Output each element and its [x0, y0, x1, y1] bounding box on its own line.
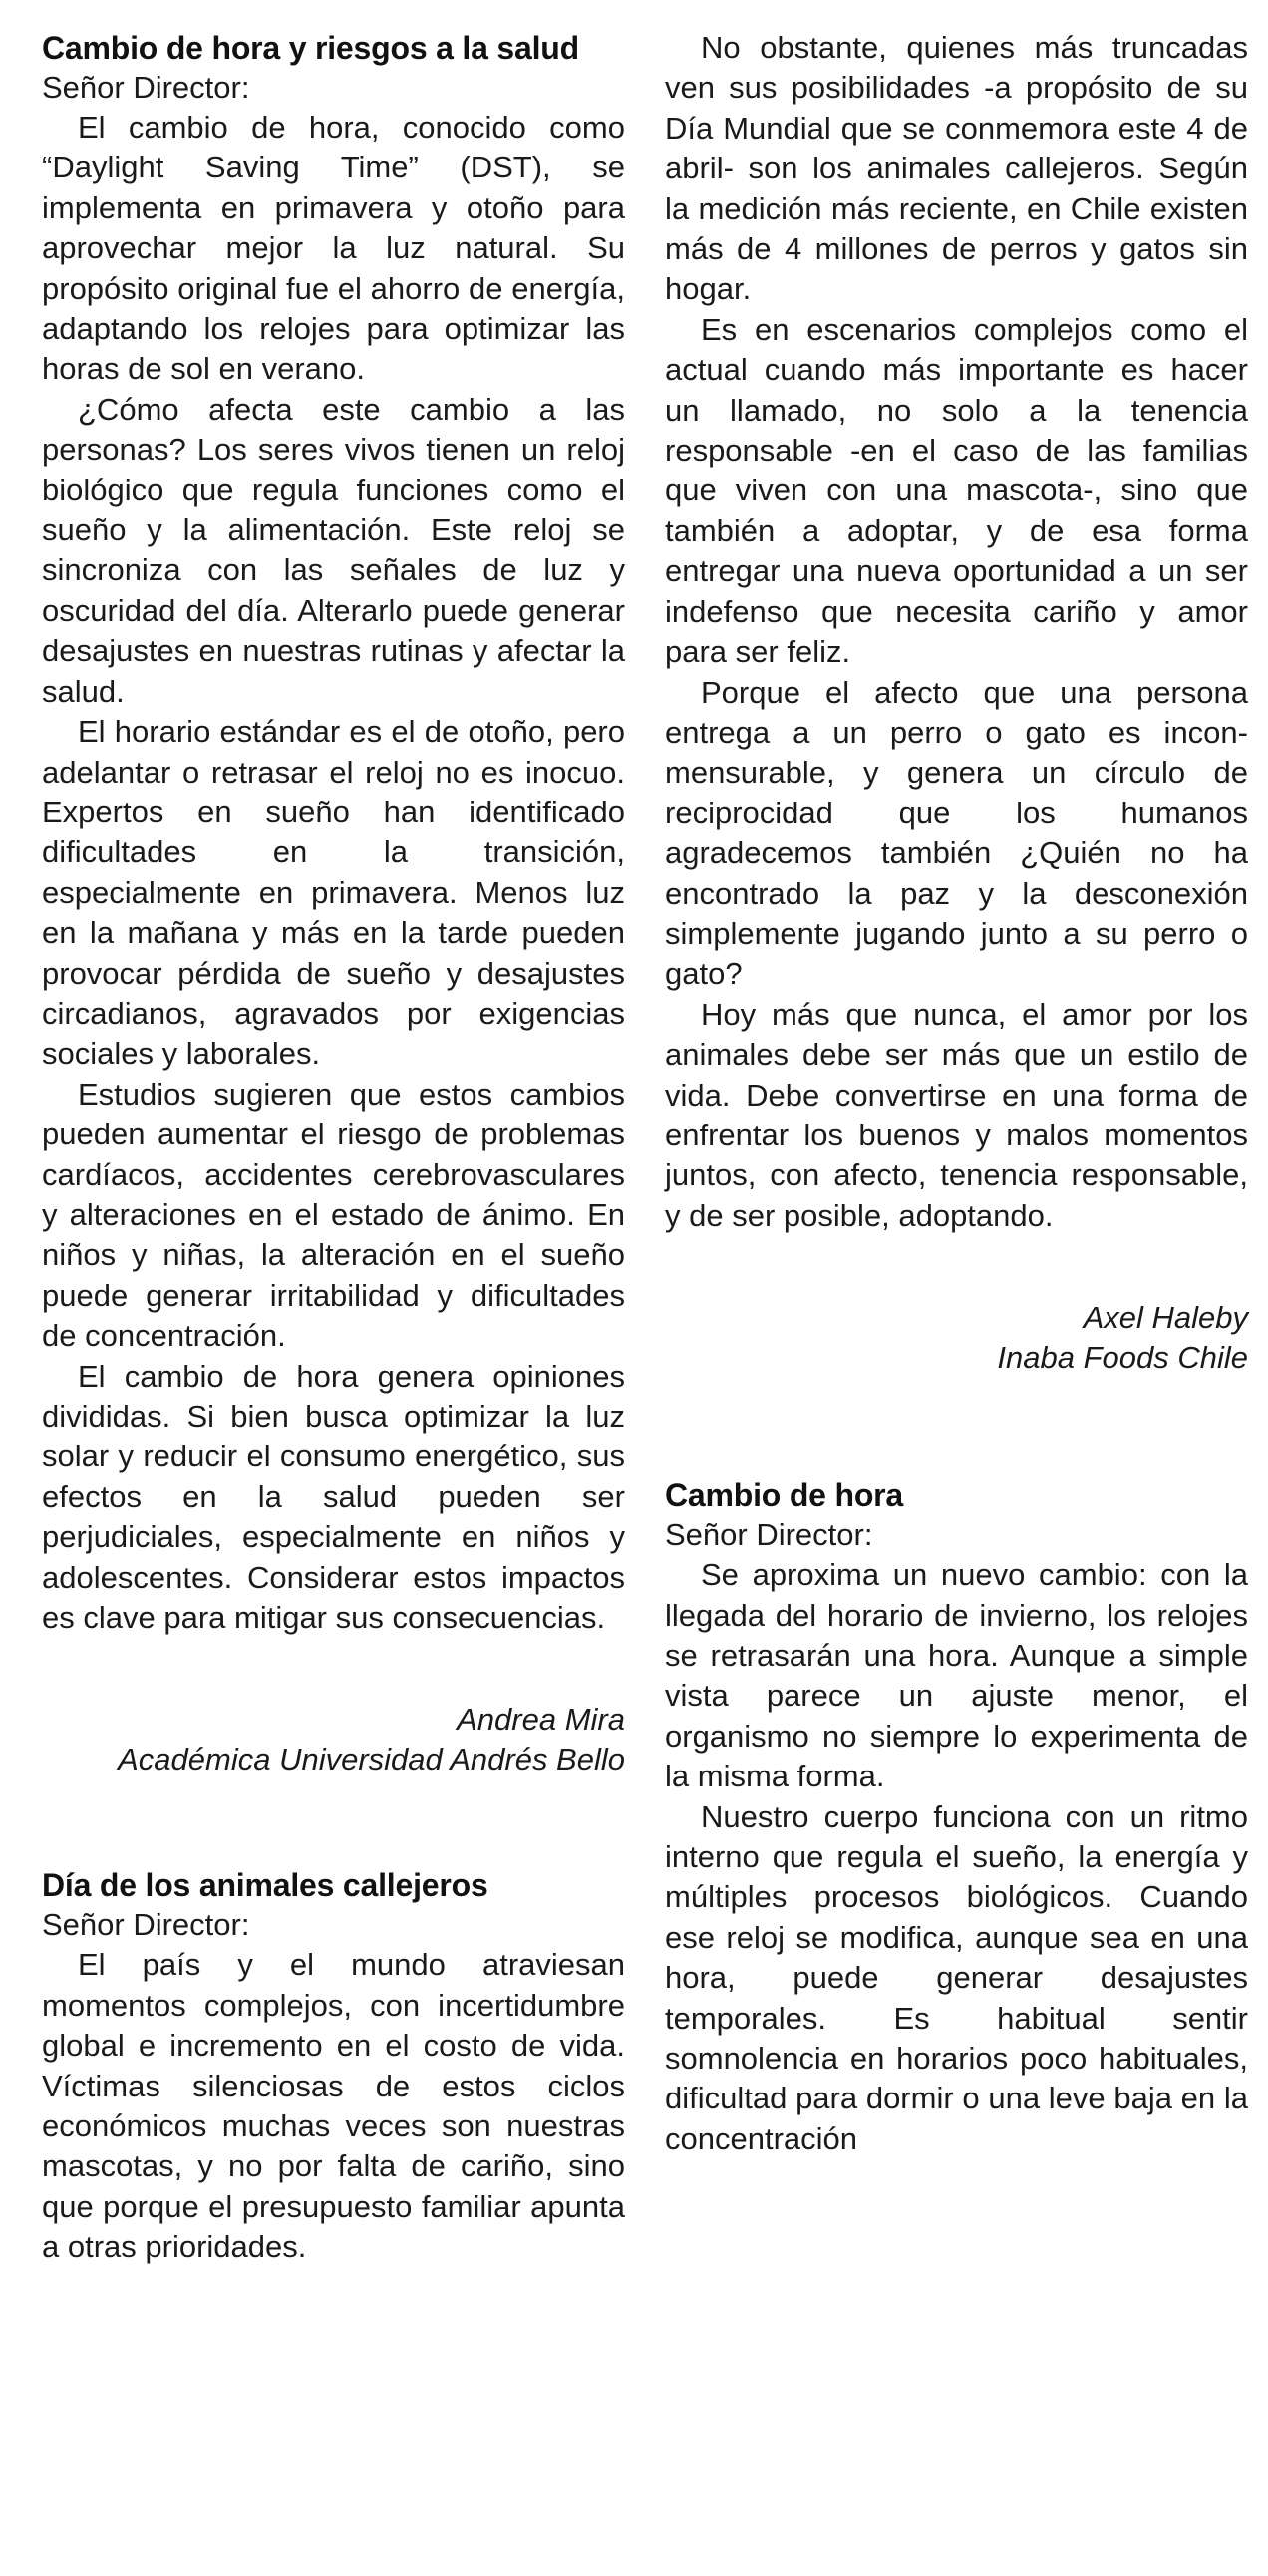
letter-headline: Día de los animales callejeros	[42, 1867, 488, 1904]
letter-paragraph: Nuestro cuerpo funciona con un ritmo interno que regula el sueño, la energía y múltiples procesos biológicos. Cuando ese reloj se modifica, aunque sea en una hora, puede generar desajustes temporales. Es habitual sentir somnolencia en horarios poco habituales, dificultad para dormir o una leve baja en la concentración	[665, 1798, 1248, 2156]
letter-cambio-de-hora	[665, 1475, 1248, 2159]
letter-salutation: Señor Director:	[42, 70, 250, 105]
author-name: Axel Haleby	[1083, 1300, 1248, 1336]
letter-paragraph: ¿Cómo afecta este cambio a las personas? Los seres vivos tienen un reloj biológico que regula funciones como el sueño y la alimentación. Este reloj se sincroniza con las señales de luz y oscuridad del día. Alterarlo puede generar desajustes en nuestras rutinas y afectar la salud.	[42, 391, 625, 709]
signature-block	[42, 1700, 625, 1779]
left-column	[42, 28, 625, 2268]
letter-salutation: Señor Director:	[665, 1517, 873, 1553]
letter-paragraph: El horario estándar es el de otoño, pero adelantar o retrasar el reloj no es inocuo. Expertos en sueño han identificado dificultades en la transición, especialmente en primavera. Menos luz en la mañana y más en la tarde pueden provocar pérdida de sueño y desajustes circadianos, agravados por exigencias sociales y laborales.	[42, 714, 625, 1072]
right-column	[665, 28, 1248, 2159]
letter-paragraph: Es en escenarios complejos como el actual cuando más importante es hacer un llamado, no solo a la tenencia responsable -en el caso de las familias que viven con una mascota-, sino que también a adoptar, y de esa forma entregar una nueva oportunidad a un ser indefenso que necesita cariño y amor para ser feliz.	[665, 311, 1248, 670]
author-affiliation: Académica Universidad Andrés Bello	[118, 1742, 625, 1777]
letter-paragraph: El país y el mundo atraviesan momentos complejos, con incertidumbre global e incremento en el costo de vida. Víctimas silenciosas de estos ciclos económicos muchas veces son nuestras mascotas, y no por falta de cariño, sino que porque el presupuesto familiar apunta a otras prioridades.	[42, 1947, 625, 2265]
letter-salutation: Señor Director:	[42, 1907, 250, 1943]
letter-paragraph: Hoy más que nunca, el amor por los animales debe ser más que un estilo de vida. Debe convertirse en una forma de enfrentar los buenos y malos momentos juntos, con afecto, tenencia responsable, y de ser posible, adoptando.	[665, 996, 1248, 1233]
letter-paragraph: Se aproxima un nuevo cambio: con la llegada del horario de invierno, los relojes se retrasarán una hora. Aunque a simple vista parece un ajuste menor, el organismo no siempre lo experimenta de la misma forma.	[665, 1557, 1248, 1794]
letter-paragraph: El cambio de hora genera opiniones divididas. Si bien busca optimizar la luz solar y reducir el consumo energético, sus efectos en la salud pueden ser perjudiciales, especialmente en niños y adolescentes. Considerar estos impactos es clave para mitigar sus consecuencias.	[42, 1358, 625, 1636]
letter-dia-animales-callejeros-continued	[665, 28, 1248, 1378]
letter-cambio-de-hora-riesgos	[42, 28, 625, 1779]
signature-block	[665, 1298, 1248, 1378]
letter-headline: Cambio de hora y riesgos a la salud	[42, 30, 579, 66]
letter-paragraph: Porque el afecto que una persona entrega a un perro o gato es inconmensurable, y genera un círculo de reciprocidad que los humanos agradecemos también ¿Quién no ha encontrado la paz y la desconexión simplemente jugando junto a su perro o gato?	[665, 674, 1248, 992]
author-affiliation: Inaba Foods Chile	[997, 1340, 1248, 1376]
letter-paragraph: Estudios sugieren que estos cambios pueden aumentar el riesgo de problemas cardíacos, accidentes cerebrovasculares y alteraciones en el estado de ánimo. En niños y niñas, la alteración en el sueño puede generar irritabilidad y dificultades de concentración.	[42, 1076, 625, 1354]
letter-paragraph: No obstante, quienes más truncadas ven sus posibilidades -a propósito de su Día Mundial que se conmemora este 4 de abril- son los animales callejeros. Según la medición más reciente, en Chile existen más de 4 millones de perros y gatos sin hogar.	[665, 30, 1248, 307]
letter-paragraph: El cambio de hora, conocido como “Daylight Saving Time” (DST), se implementa en primavera y otoño para aprovechar mejor la luz natural. Su propósito original fue el ahorro de energía, adaptando los relojes para optimizar las horas de sol en verano.	[42, 110, 625, 387]
letter-headline: Cambio de hora	[665, 1477, 904, 1514]
letter-dia-animales-callejeros	[42, 1865, 625, 2267]
author-name: Andrea Mira	[457, 1702, 625, 1738]
